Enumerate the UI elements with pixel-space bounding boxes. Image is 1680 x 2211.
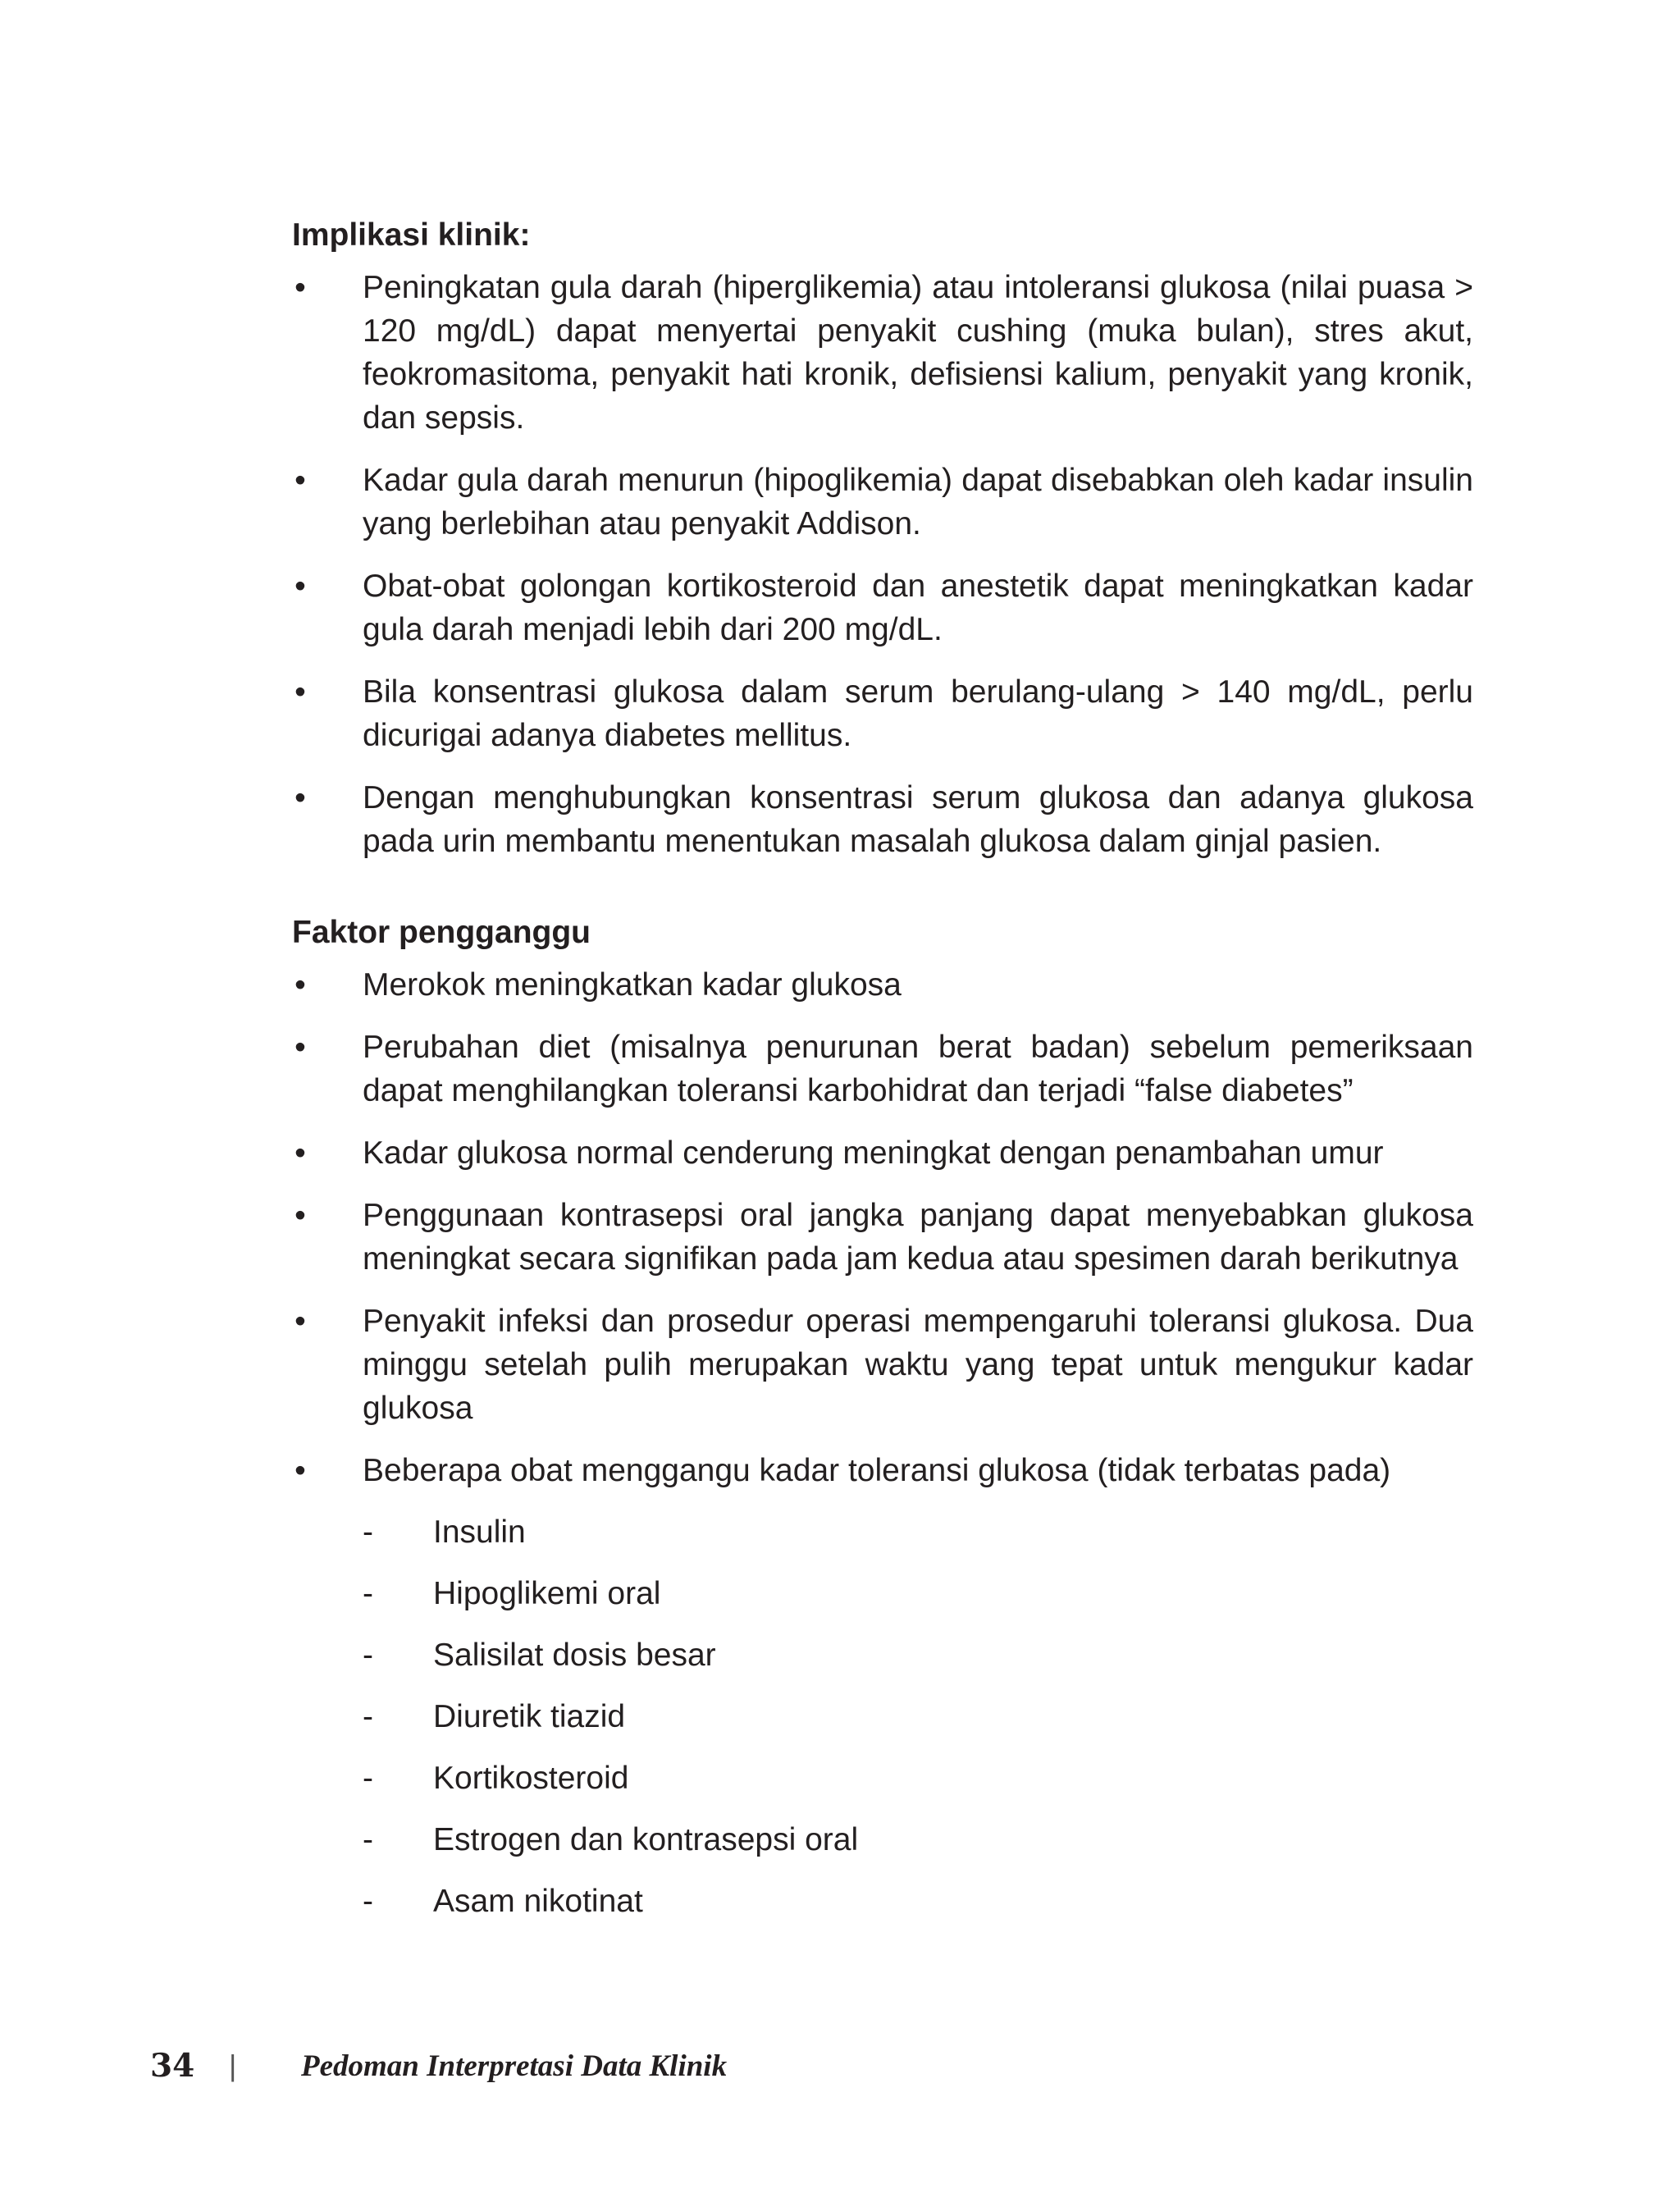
footer-separator: |	[229, 2049, 237, 2082]
dash-icon: -	[363, 1822, 373, 1857]
list-item	[292, 1300, 1473, 1430]
sub-list-item	[363, 1510, 1473, 1554]
sub-list-item	[363, 1880, 1473, 1923]
sub-list-item	[363, 1756, 1473, 1800]
bullet-icon: •	[294, 270, 306, 305]
list-item	[292, 564, 1473, 651]
section-heading-faktor-pengganggu: Faktor pengganggu	[292, 915, 591, 950]
page-content	[292, 213, 1473, 1942]
list-item	[292, 963, 1473, 1007]
sub-list-item-text: Diuretik tiazid	[433, 1699, 626, 1734]
bullet-icon: •	[294, 967, 306, 1003]
sub-list-item-text: Salisilat dosis besar	[433, 1638, 716, 1673]
sub-list-item	[363, 1695, 1473, 1738]
sub-list-item-text: Estrogen dan kontrasepsi oral	[433, 1822, 859, 1857]
list-item	[292, 1026, 1473, 1112]
bullet-icon: •	[294, 463, 306, 498]
bullet-icon: •	[294, 569, 306, 604]
sub-list-item-text: Hipoglikemi oral	[433, 1576, 661, 1611]
sub-list-item-text: Insulin	[433, 1514, 526, 1550]
list-item-text: Dengan menghubungkan konsentrasi serum glukosa dan adanya glukosa pada urin membantu menentukan masalah glukosa dalam ginjal pasien.	[363, 780, 1473, 859]
faktor-pengganggu-list	[292, 963, 1473, 1923]
list-item	[292, 1194, 1473, 1281]
list-item	[292, 1131, 1473, 1175]
list-item	[292, 266, 1473, 440]
sub-list-item-text: Asam nikotinat	[433, 1884, 643, 1919]
list-item-text: Penyakit infeksi dan prosedur operasi mempengaruhi toleransi glukosa. Dua minggu setelah pulih merupakan waktu yang tepat untuk mengukur kadar glukosa	[363, 1304, 1473, 1426]
sub-list-item	[363, 1818, 1473, 1862]
list-item-text: Bila konsentrasi glukosa dalam serum berulang-ulang > 140 mg/dL, perlu dicurigai adanya diabetes mellitus.	[363, 674, 1473, 753]
dash-icon: -	[363, 1884, 373, 1919]
bullet-icon: •	[294, 1198, 306, 1233]
section-spacer	[292, 882, 1473, 911]
bullet-icon: •	[294, 1453, 306, 1488]
list-item-text: Penggunaan kontrasepsi oral jangka panjang dapat menyebabkan glukosa meningkat secara signifikan pada jam kedua atau spesimen darah berikutnya	[363, 1198, 1473, 1277]
list-item-text: Perubahan diet (misalnya penurunan berat badan) sebelum pemeriksaan dapat menghilangkan toleransi karbohidrat dan terjadi “false diabetes”	[363, 1030, 1473, 1108]
list-item	[292, 459, 1473, 546]
list-item-text: Beberapa obat menggangu kadar toleransi glukosa (tidak terbatas pada)	[363, 1453, 1391, 1488]
drug-sublist	[363, 1510, 1473, 1923]
bullet-icon: •	[294, 674, 306, 710]
bullet-icon: •	[294, 1030, 306, 1065]
dash-icon: -	[363, 1699, 373, 1734]
section-heading-implikasi-klinik: Implikasi klinik:	[292, 217, 531, 253]
page-number: 34	[150, 2047, 195, 2085]
bullet-icon: •	[294, 780, 306, 815]
page-footer	[150, 2041, 727, 2090]
dash-icon: -	[363, 1638, 373, 1673]
list-item-text: Kadar glukosa normal cenderung meningkat dengan penambahan umur	[363, 1135, 1384, 1171]
sub-list-item	[363, 1572, 1473, 1615]
dash-icon: -	[363, 1514, 373, 1550]
dash-icon: -	[363, 1576, 373, 1611]
bullet-icon: •	[294, 1135, 306, 1171]
list-item-text: Obat-obat golongan kortikosteroid dan anestetik dapat meningkatkan kadar gula darah menjadi lebih dari 200 mg/dL.	[363, 569, 1473, 647]
list-item-text: Peningkatan gula darah (hiperglikemia) atau intoleransi glukosa (nilai puasa > 120 mg/dL) dapat menyertai penyakit cushing (muka bulan), stres akut, feokromasitoma, penyakit hati kronik, defisiensi kalium, penyakit yang kronik, dan sepsis.	[363, 270, 1473, 436]
sub-list-item-text: Kortikosteroid	[433, 1761, 629, 1796]
book-title: Pedoman Interpretasi Data Klinik	[301, 2049, 728, 2083]
list-item	[292, 670, 1473, 757]
list-item-text: Merokok meningkatkan kadar glukosa	[363, 967, 902, 1003]
dash-icon: -	[363, 1761, 373, 1796]
list-item-text: Kadar gula darah menurun (hipoglikemia) dapat disebabkan oleh kadar insulin yang berlebihan atau penyakit Addison.	[363, 463, 1473, 541]
list-item	[292, 776, 1473, 863]
list-item	[292, 1449, 1473, 1923]
bullet-icon: •	[294, 1304, 306, 1339]
sub-list-item	[363, 1633, 1473, 1677]
implikasi-klinik-list	[292, 266, 1473, 863]
